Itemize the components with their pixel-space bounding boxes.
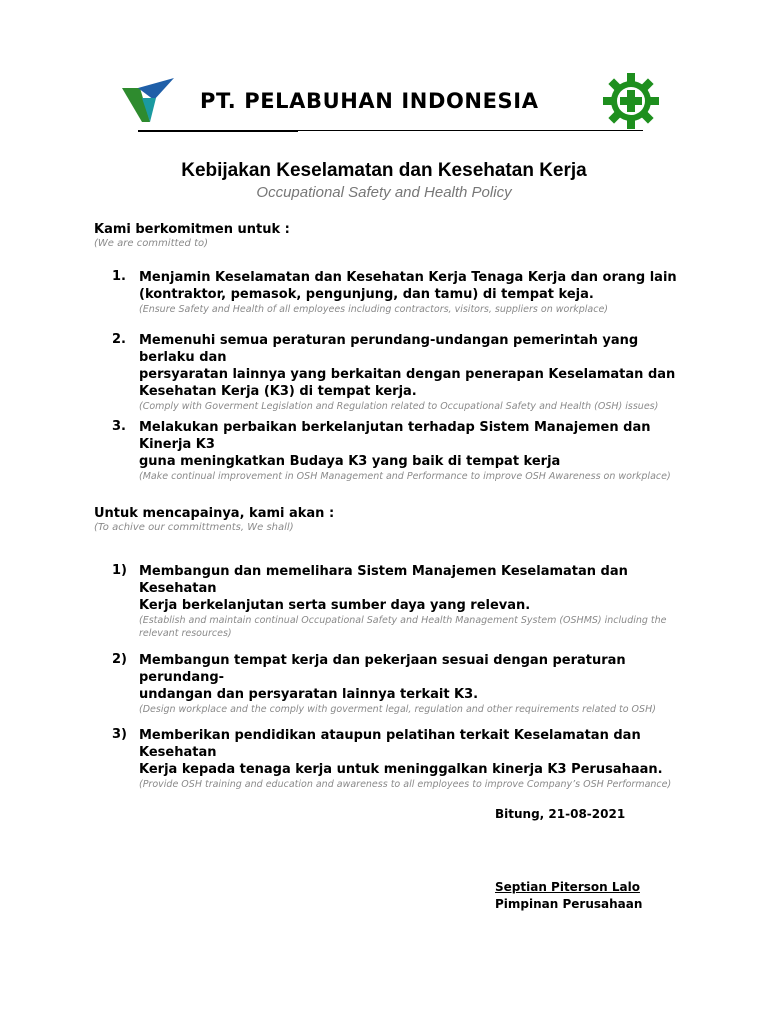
page-title: Kebijakan Keselamatan dan Kesehatan Kerja <box>181 160 587 181</box>
signer-name: Septian Piterson Lalo <box>495 880 640 894</box>
commit-item-2 <box>112 332 677 413</box>
achieve-heading-en: (To achive our committments, We shall) <box>94 522 294 533</box>
item-text-line: Kerja kepada tenaga kerja untuk meninggalkan kinerja K3 Perusahaan. <box>139 762 663 777</box>
item-number: 3. <box>112 419 126 434</box>
achieve-item-1 <box>112 563 677 640</box>
item-translation: (Provide OSH training and education and awareness to all employees to improve Company’s OSH Performance) <box>139 779 672 790</box>
item-text-line: Membangun dan memelihara Sistem Manajemen Keselamatan dan Kesehatan <box>139 564 628 596</box>
signature-date: Bitung, 21-08-2021 <box>495 807 626 821</box>
item-translation: (Ensure Safety and Health of all employees including contractors, visitors, suppliers on workplace) <box>139 304 609 315</box>
signer-role: Pimpinan Perusahaan <box>495 897 643 911</box>
item-number: 3) <box>112 727 127 742</box>
item-text-line: Memberikan pendidikan ataupun pelatihan terkait Keselamatan dan Kesehatan <box>139 728 641 760</box>
item-text-line: Menjamin Keselamatan dan Kesehatan Kerja Tenaga Kerja dan orang lain <box>139 270 677 285</box>
item-text-line: (kontraktor, pemasok, pengunjung, dan tamu) di tempat keja. <box>139 287 594 302</box>
item-text-line: Melakukan perbaikan berkelanjutan terhadap Sistem Manajemen dan Kinerja K3 <box>139 420 651 452</box>
item-translation: (Design workplace and the comply with goverment legal, regulation and other requirements related to OSH) <box>139 704 656 715</box>
item-translation: (Comply with Goverment Legislation and Regulation related to Occupational Safety and Health (OSH) issues) <box>139 401 659 412</box>
item-number: 2) <box>112 652 127 667</box>
item-text-line: persyaratan lainnya yang berkaitan dengan penerapan Keselamatan dan <box>139 367 676 382</box>
achieve-heading: Untuk mencapainya, kami akan : <box>94 506 335 521</box>
pelindo-logo-icon <box>120 78 176 124</box>
k3-gear-cross-icon <box>603 73 659 129</box>
item-text-line: Membangun tempat kerja dan pekerjaan sesuai dengan peraturan perundang- <box>139 653 626 685</box>
item-translation: (Establish and maintain continual Occupational Safety and Health Management System (OSHMS) including the relevant resources) <box>139 615 667 639</box>
item-text-line: Kesehatan Kerja (K3) di tempat kerja. <box>139 384 417 399</box>
achieve-item-2 <box>112 652 677 716</box>
item-number: 2. <box>112 332 126 347</box>
company-name: PT. PELABUHAN INDONESIA <box>200 89 539 113</box>
item-text-line: guna meningkatkan Budaya K3 yang baik di tempat kerja <box>139 454 561 469</box>
item-translation: (Make continual improvement in OSH Management and Performance to improve OSH Awareness on workplace) <box>139 471 671 482</box>
item-number: 1) <box>112 563 127 578</box>
item-text-line: Kerja berkelanjutan serta sumber daya yang relevan. <box>139 598 531 613</box>
item-number: 1. <box>112 269 126 284</box>
commit-heading-en: (We are committed to) <box>94 238 209 249</box>
achieve-item-3 <box>112 727 677 791</box>
item-text-line: Memenuhi semua peraturan perundang-undangan pemerintah yang berlaku dan <box>139 333 639 365</box>
commit-heading: Kami berkomitmen untuk : <box>94 222 290 237</box>
commit-item-1 <box>112 269 677 316</box>
header-divider-accent <box>138 131 298 132</box>
item-text-line: undangan dan persyaratan lainnya terkait K3. <box>139 687 479 702</box>
page-subtitle: Occupational Safety and Health Policy <box>256 184 512 201</box>
commit-item-3 <box>112 419 677 483</box>
